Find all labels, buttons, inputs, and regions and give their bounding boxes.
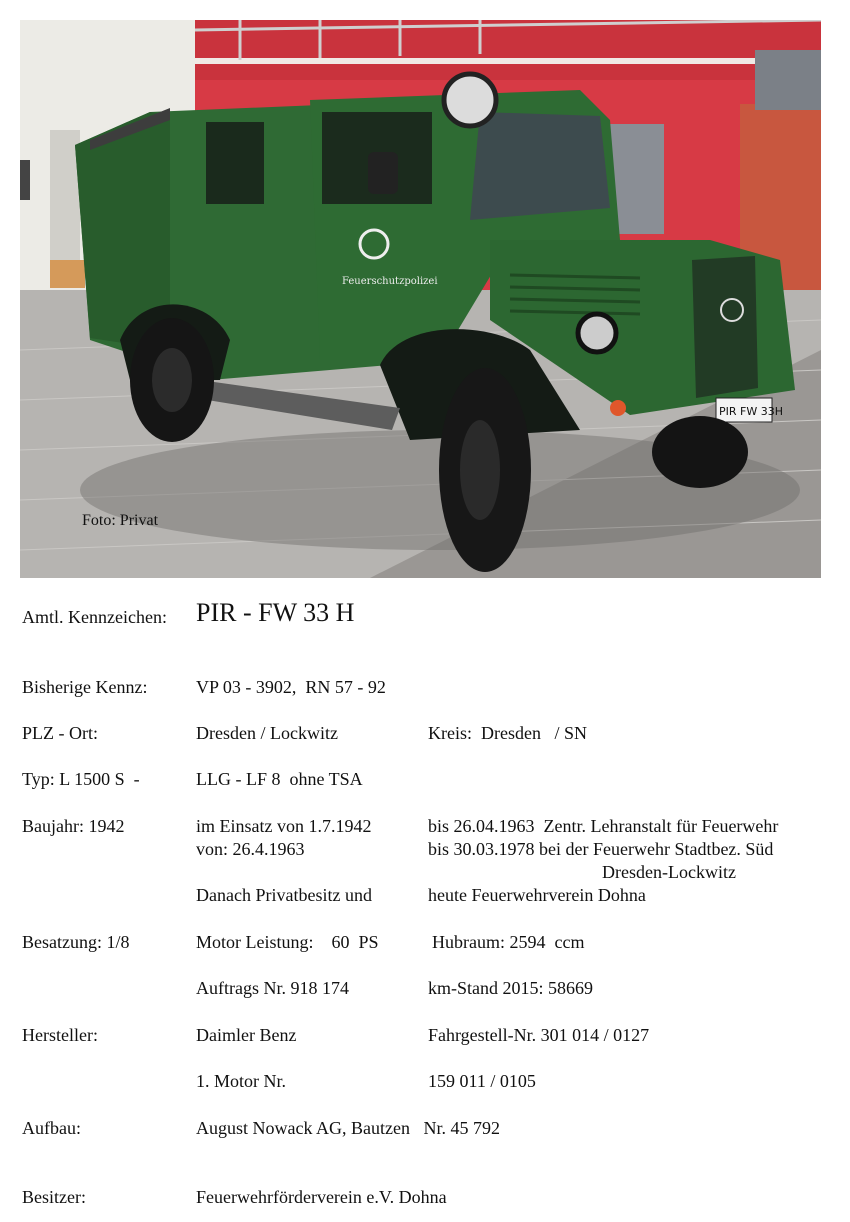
kennzeichen-value: PIR - FW 33 H (196, 598, 355, 627)
einsatz-line-1-right: bis 26.04.1963 Zentr. Lehranstalt für Feuerwehr (428, 816, 779, 836)
fire-truck-photo (20, 20, 821, 578)
besitzer-value: Feuerwehrförderverein e.V. Dohna (196, 1187, 447, 1207)
fahrgestell-nr: Fahrgestell-Nr. 301 014 / 0127 (428, 1025, 650, 1045)
kreis-value: Kreis: Dresden / SN (428, 723, 587, 743)
km-stand: km-Stand 2015: 58669 (428, 978, 593, 998)
typ-label: Typ: L 1500 S - (22, 769, 140, 789)
vehicle-photo (20, 20, 821, 578)
license-plate: PIR FW 33H (719, 405, 783, 418)
besatzung-label: Besatzung: 1/8 (22, 932, 130, 952)
kennzeichen-label: Amtl. Kennzeichen: (22, 607, 167, 627)
motor-nr-value: 159 011 / 0105 (428, 1071, 536, 1091)
hersteller-label: Hersteller: (22, 1025, 98, 1045)
einsatz-line-1: im Einsatz von 1.7.1942 (196, 816, 372, 836)
typ-value: LLG - LF 8 ohne TSA (196, 769, 363, 789)
plz-label: PLZ - Ort: (22, 723, 98, 743)
bisherige-label: Bisherige Kennz: (22, 677, 148, 697)
baujahr-label: Baujahr: 1942 (22, 816, 125, 836)
hersteller-value: Daimler Benz (196, 1025, 297, 1045)
bisherige-value: VP 03 - 3902, RN 57 - 92 (196, 677, 386, 697)
auftrags-nr: Auftrags Nr. 918 174 (196, 978, 349, 998)
aufbau-value: August Nowack AG, Bautzen Nr. 45 792 (196, 1118, 500, 1138)
photo-credit: Foto: Privat (82, 512, 159, 529)
door-lettering: Feuerschutzpolizei (342, 276, 438, 287)
motor-nr-label: 1. Motor Nr. (196, 1071, 286, 1091)
einsatz-line-2: von: 26.4.1963 (196, 839, 305, 859)
danach-text: Danach Privatbesitz und (196, 885, 372, 905)
besitzer-label: Besitzer: (22, 1187, 86, 1207)
heute-text: heute Feuerwehrverein Dohna (428, 885, 646, 905)
hubraum: Hubraum: 2594 ccm (432, 932, 585, 952)
einsatz-line-2-right: bis 30.03.1978 bei der Feuerwehr Stadtbez. Süd (428, 839, 774, 859)
einsatz-line-3-right: Dresden-Lockwitz (602, 862, 736, 882)
aufbau-label: Aufbau: (22, 1118, 81, 1138)
motor-leistung: Motor Leistung: 60 PS (196, 932, 379, 952)
plz-value: Dresden / Lockwitz (196, 723, 338, 743)
